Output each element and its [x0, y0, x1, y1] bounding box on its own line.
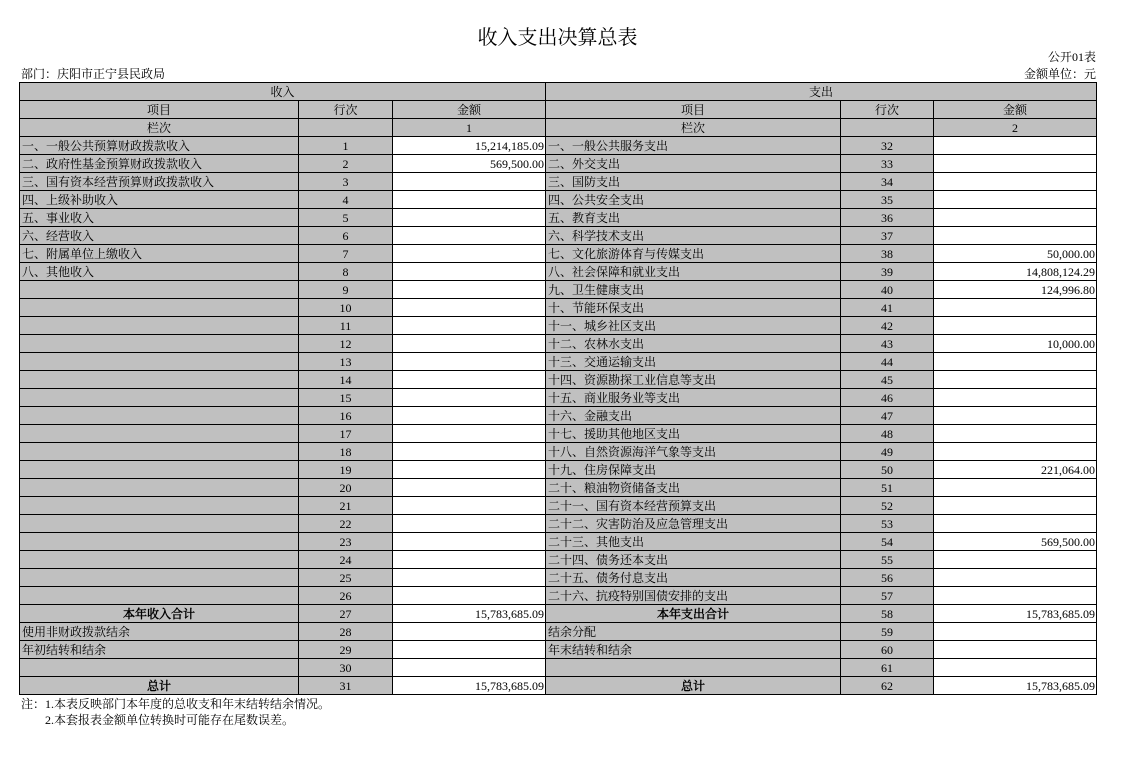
income-amount-cell	[393, 281, 546, 299]
table-row	[20, 623, 1097, 641]
expense-line-no-cell: 55	[841, 551, 934, 569]
income-line-no-cell: 2	[299, 155, 393, 173]
income-line-no-cell: 8	[299, 263, 393, 281]
expense-amount-cell	[934, 587, 1097, 605]
form-code: 公开01表	[1047, 50, 1096, 64]
expense-line-no-cell: 36	[841, 209, 934, 227]
expense-line-no-cell: 62	[841, 677, 934, 695]
income-amount-cell	[393, 641, 546, 659]
expense-amount-cell	[934, 551, 1097, 569]
table-row	[20, 497, 1097, 515]
income-line-no-cell: 9	[299, 281, 393, 299]
header-row-columns	[20, 101, 1097, 119]
income-amount-cell	[393, 443, 546, 461]
header-row-section	[20, 83, 1097, 101]
income-line-no-cell: 3	[299, 173, 393, 191]
income-column-number: 1	[393, 119, 546, 137]
income-amount-cell	[393, 317, 546, 335]
income-item-cell: 一、一般公共预算财政拨款收入	[20, 137, 299, 155]
expense-item-cell: 十三、交通运输支出	[546, 353, 841, 371]
expense-line-no-cell: 43	[841, 335, 934, 353]
income-line-no-cell: 10	[299, 299, 393, 317]
expense-item-cell: 三、国防支出	[546, 173, 841, 191]
expense-column-number: 2	[934, 119, 1097, 137]
income-item-cell: 本年收入合计	[20, 605, 299, 623]
income-item-cell	[20, 389, 299, 407]
income-line-no-cell: 5	[299, 209, 393, 227]
income-item-cell	[20, 425, 299, 443]
table-row	[20, 137, 1097, 155]
expense-item-cell: 十七、援助其他地区支出	[546, 425, 841, 443]
expense-amount-cell	[934, 623, 1097, 641]
income-amount-cell	[393, 263, 546, 281]
income-amount-cell	[393, 227, 546, 245]
expense-item-cell: 年末结转和结余	[546, 641, 841, 659]
table-row	[20, 371, 1097, 389]
income-amount-cell	[393, 173, 546, 191]
income-amount-cell	[393, 425, 546, 443]
table-row	[20, 245, 1097, 263]
income-amount-cell	[393, 461, 546, 479]
expense-amount-cell	[934, 353, 1097, 371]
expense-amount-cell	[934, 371, 1097, 389]
income-amount-cell: 15,783,685.09	[393, 605, 546, 623]
table-row	[20, 227, 1097, 245]
expense-item-cell: 本年支出合计	[546, 605, 841, 623]
expense-line-no-cell: 47	[841, 407, 934, 425]
table-row	[20, 659, 1097, 677]
expense-amount-cell	[934, 479, 1097, 497]
expense-amount-cell	[934, 515, 1097, 533]
expense-item-cell: 一、一般公共服务支出	[546, 137, 841, 155]
expense-amount-cell	[934, 299, 1097, 317]
income-item-cell	[20, 533, 299, 551]
income-item-cell	[20, 551, 299, 569]
expense-item-cell: 十六、金融支出	[546, 407, 841, 425]
income-line-no-cell: 25	[299, 569, 393, 587]
income-line-no-cell: 19	[299, 461, 393, 479]
expense-line-no-cell: 56	[841, 569, 934, 587]
expense-column-blank	[841, 119, 934, 137]
table-row	[20, 191, 1097, 209]
expense-item-cell: 二十四、债务还本支出	[546, 551, 841, 569]
expense-amount-cell	[934, 569, 1097, 587]
table-row	[20, 443, 1097, 461]
expense-item-cell: 十四、资源勘探工业信息等支出	[546, 371, 841, 389]
expense-item-cell: 二十三、其他支出	[546, 533, 841, 551]
expense-line-no-cell: 44	[841, 353, 934, 371]
income-line-no-cell: 28	[299, 623, 393, 641]
table-row	[20, 155, 1097, 173]
table-row	[20, 533, 1097, 551]
income-amount-header: 金额	[393, 101, 546, 119]
income-column-blank	[299, 119, 393, 137]
income-item-cell	[20, 353, 299, 371]
expense-amount-cell	[934, 227, 1097, 245]
income-item-cell	[20, 407, 299, 425]
income-column-label: 栏次	[20, 119, 299, 137]
expense-column-label: 栏次	[546, 119, 841, 137]
footnote-2: 2.本套报表金额单位转换时可能存在尾数误差。	[45, 713, 295, 727]
income-item-cell: 三、国有资本经营预算财政拨款收入	[20, 173, 299, 191]
expense-item-cell: 二十五、债务付息支出	[546, 569, 841, 587]
income-line-no-cell: 23	[299, 533, 393, 551]
income-amount-cell	[393, 551, 546, 569]
income-line-no-cell: 4	[299, 191, 393, 209]
expense-item-cell: 二十一、国有资本经营预算支出	[546, 497, 841, 515]
expense-line-no-cell: 59	[841, 623, 934, 641]
expense-amount-cell: 124,996.80	[934, 281, 1097, 299]
income-line-no-cell: 17	[299, 425, 393, 443]
header-row-column-numbers	[20, 119, 1097, 137]
table-row	[20, 479, 1097, 497]
income-line-no-cell: 6	[299, 227, 393, 245]
income-item-cell	[20, 281, 299, 299]
expense-line-no-cell: 34	[841, 173, 934, 191]
expense-item-cell: 结余分配	[546, 623, 841, 641]
total-row	[20, 677, 1097, 695]
expense-amount-header: 金额	[934, 101, 1097, 119]
expense-amount-cell: 14,808,124.29	[934, 263, 1097, 281]
table-row	[20, 263, 1097, 281]
table-row	[20, 299, 1097, 317]
expense-item-cell: 五、教育支出	[546, 209, 841, 227]
expense-line-no-cell: 42	[841, 317, 934, 335]
income-line-no-header: 行次	[299, 101, 393, 119]
expense-amount-cell: 221,064.00	[934, 461, 1097, 479]
income-item-cell: 七、附属单位上缴收入	[20, 245, 299, 263]
expense-item-cell	[546, 659, 841, 677]
expense-amount-cell	[934, 389, 1097, 407]
expense-line-no-cell: 39	[841, 263, 934, 281]
expense-line-no-cell: 53	[841, 515, 934, 533]
income-item-cell	[20, 461, 299, 479]
income-line-no-cell: 7	[299, 245, 393, 263]
income-item-cell	[20, 371, 299, 389]
income-line-no-cell: 29	[299, 641, 393, 659]
income-amount-cell	[393, 353, 546, 371]
expense-amount-cell	[934, 209, 1097, 227]
income-line-no-cell: 20	[299, 479, 393, 497]
expense-amount-cell	[934, 137, 1097, 155]
income-line-no-cell: 14	[299, 371, 393, 389]
expense-amount-cell	[934, 659, 1097, 677]
expense-item-cell: 十一、城乡社区支出	[546, 317, 841, 335]
expense-item-cell: 二十六、抗疫特别国债安排的支出	[546, 587, 841, 605]
income-item-cell: 六、经营收入	[20, 227, 299, 245]
expense-item-cell: 十九、住房保障支出	[546, 461, 841, 479]
income-amount-cell	[393, 299, 546, 317]
expense-amount-cell	[934, 443, 1097, 461]
table-row	[20, 569, 1097, 587]
income-amount-cell	[393, 533, 546, 551]
table-row	[20, 389, 1097, 407]
table-row	[20, 551, 1097, 569]
expense-item-cell: 八、社会保障和就业支出	[546, 263, 841, 281]
table-row	[20, 209, 1097, 227]
income-item-cell	[20, 317, 299, 335]
income-amount-cell	[393, 389, 546, 407]
expense-line-no-cell: 49	[841, 443, 934, 461]
income-item-cell: 年初结转和结余	[20, 641, 299, 659]
expense-line-no-cell: 46	[841, 389, 934, 407]
income-amount-cell: 569,500.00	[393, 155, 546, 173]
income-line-no-cell: 16	[299, 407, 393, 425]
expense-line-no-cell: 51	[841, 479, 934, 497]
expense-item-cell: 四、公共安全支出	[546, 191, 841, 209]
expense-amount-cell	[934, 407, 1097, 425]
income-line-no-cell: 22	[299, 515, 393, 533]
expense-amount-cell	[934, 317, 1097, 335]
income-line-no-cell: 13	[299, 353, 393, 371]
table-row	[20, 407, 1097, 425]
income-item-cell	[20, 659, 299, 677]
table-row	[20, 335, 1097, 353]
income-item-cell: 五、事业收入	[20, 209, 299, 227]
amount-unit-label: 金额单位：元	[1023, 67, 1096, 81]
income-line-no-cell: 11	[299, 317, 393, 335]
expense-item-cell: 九、卫生健康支出	[546, 281, 841, 299]
income-amount-cell	[393, 659, 546, 677]
income-amount-cell: 15,783,685.09	[393, 677, 546, 695]
expense-section-header: 支出	[546, 83, 1097, 101]
expense-item-cell: 二十二、灾害防治及应急管理支出	[546, 515, 841, 533]
expense-line-no-cell: 32	[841, 137, 934, 155]
table-header	[20, 83, 1097, 137]
expense-line-no-cell: 35	[841, 191, 934, 209]
expense-amount-cell: 569,500.00	[934, 533, 1097, 551]
income-item-cell	[20, 299, 299, 317]
income-line-no-cell: 21	[299, 497, 393, 515]
table-body	[20, 137, 1097, 695]
income-item-cell	[20, 335, 299, 353]
expense-line-no-cell: 58	[841, 605, 934, 623]
income-line-no-cell: 12	[299, 335, 393, 353]
income-amount-cell	[393, 371, 546, 389]
income-item-cell	[20, 587, 299, 605]
expense-line-no-cell: 37	[841, 227, 934, 245]
income-line-no-cell: 26	[299, 587, 393, 605]
expense-amount-cell	[934, 173, 1097, 191]
income-item-cell	[20, 515, 299, 533]
income-line-no-cell: 15	[299, 389, 393, 407]
expense-amount-cell	[934, 497, 1097, 515]
table-row	[20, 281, 1097, 299]
expense-amount-cell	[934, 191, 1097, 209]
expense-amount-cell: 15,783,685.09	[934, 605, 1097, 623]
report-title: 收入支出决算总表	[477, 27, 638, 49]
income-amount-cell	[393, 209, 546, 227]
expense-amount-cell	[934, 425, 1097, 443]
expense-item-cell: 二十、粮油物资储备支出	[546, 479, 841, 497]
total-row	[20, 605, 1097, 623]
table-row	[20, 425, 1097, 443]
expense-line-no-cell: 61	[841, 659, 934, 677]
income-item-cell	[20, 497, 299, 515]
income-item-cell	[20, 443, 299, 461]
income-amount-cell	[393, 497, 546, 515]
income-line-no-cell: 24	[299, 551, 393, 569]
expense-line-no-cell: 54	[841, 533, 934, 551]
income-amount-cell	[393, 479, 546, 497]
expense-line-no-cell: 40	[841, 281, 934, 299]
table-row	[20, 353, 1097, 371]
income-amount-cell	[393, 623, 546, 641]
expense-item-cell: 七、文化旅游体育与传媒支出	[546, 245, 841, 263]
income-item-cell: 二、政府性基金预算财政拨款收入	[20, 155, 299, 173]
expense-line-no-cell: 33	[841, 155, 934, 173]
income-item-cell: 八、其他收入	[20, 263, 299, 281]
footnote-1: 注：1.本表反映部门本年度的总收支和年末结转结余情况。	[21, 697, 331, 711]
income-item-cell	[20, 479, 299, 497]
department-label: 部门：庆阳市正宁县民政局	[21, 67, 166, 81]
expense-line-no-cell: 41	[841, 299, 934, 317]
income-amount-cell	[393, 515, 546, 533]
expense-amount-cell: 50,000.00	[934, 245, 1097, 263]
income-line-no-cell: 31	[299, 677, 393, 695]
income-expense-table	[19, 82, 1097, 695]
table-row	[20, 317, 1097, 335]
expense-amount-cell: 10,000.00	[934, 335, 1097, 353]
table-row	[20, 173, 1097, 191]
expense-item-header: 项目	[546, 101, 841, 119]
expense-item-cell: 十、节能环保支出	[546, 299, 841, 317]
expense-line-no-cell: 52	[841, 497, 934, 515]
expense-item-cell: 总计	[546, 677, 841, 695]
income-amount-cell	[393, 191, 546, 209]
income-amount-cell	[393, 335, 546, 353]
expense-line-no-header: 行次	[841, 101, 934, 119]
income-section-header: 收入	[20, 83, 546, 101]
income-amount-cell	[393, 245, 546, 263]
expense-amount-cell	[934, 155, 1097, 173]
table-row	[20, 515, 1097, 533]
income-item-cell: 使用非财政拨款结余	[20, 623, 299, 641]
expense-line-no-cell: 45	[841, 371, 934, 389]
expense-item-cell: 二、外交支出	[546, 155, 841, 173]
footnotes	[21, 696, 330, 728]
expense-amount-cell	[934, 641, 1097, 659]
expense-line-no-cell: 50	[841, 461, 934, 479]
income-line-no-cell: 27	[299, 605, 393, 623]
income-amount-cell: 15,214,185.09	[393, 137, 546, 155]
income-amount-cell	[393, 569, 546, 587]
income-line-no-cell: 1	[299, 137, 393, 155]
income-item-cell: 四、上级补助收入	[20, 191, 299, 209]
expense-item-cell: 十二、农林水支出	[546, 335, 841, 353]
expense-line-no-cell: 48	[841, 425, 934, 443]
expense-item-cell: 十五、商业服务业等支出	[546, 389, 841, 407]
table-row	[20, 641, 1097, 659]
income-line-no-cell: 18	[299, 443, 393, 461]
table-row	[20, 587, 1097, 605]
expense-item-cell: 六、科学技术支出	[546, 227, 841, 245]
income-amount-cell	[393, 407, 546, 425]
income-amount-cell	[393, 587, 546, 605]
income-line-no-cell: 30	[299, 659, 393, 677]
expense-line-no-cell: 60	[841, 641, 934, 659]
income-item-header: 项目	[20, 101, 299, 119]
income-item-cell	[20, 569, 299, 587]
expense-line-no-cell: 38	[841, 245, 934, 263]
income-item-cell: 总计	[20, 677, 299, 695]
expense-item-cell: 十八、自然资源海洋气象等支出	[546, 443, 841, 461]
expense-line-no-cell: 57	[841, 587, 934, 605]
table-row	[20, 461, 1097, 479]
expense-amount-cell: 15,783,685.09	[934, 677, 1097, 695]
